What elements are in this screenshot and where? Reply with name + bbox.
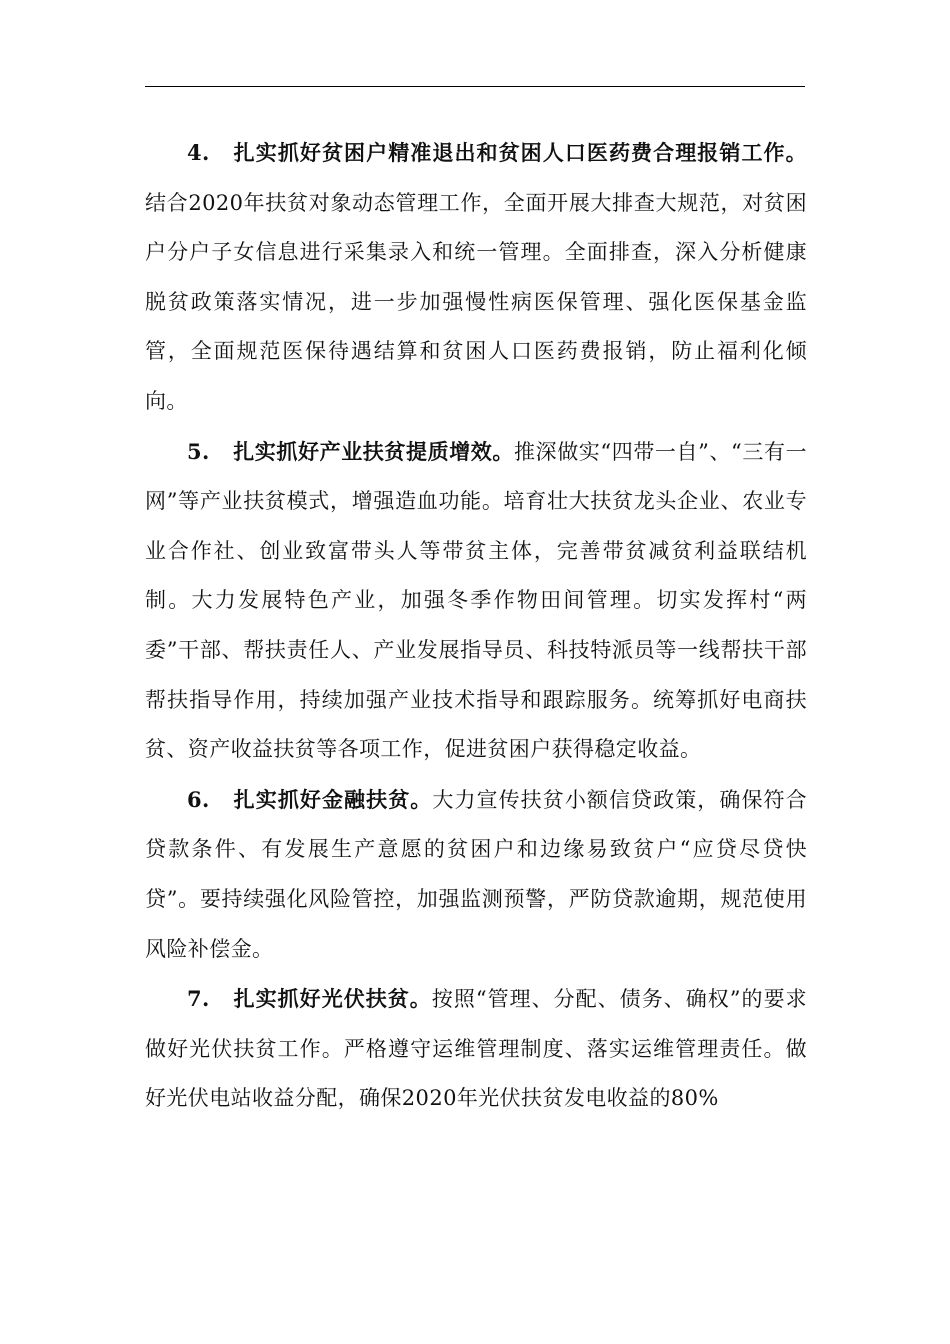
paragraph-6: [145, 775, 807, 974]
item-number: 5.: [187, 438, 210, 464]
item-number: 7.: [187, 986, 210, 1012]
item-text: 大力宣传扶贫小额信贷政策，确保符合贷款条件、有发展生产意愿的贫困户和边缘易致贫户“应贷尽贷快贷”。要持续强化风险管控，加强监测预警，严防贷款逾期，规范使用风险补偿金。: [145, 787, 807, 961]
item-heading: 扎实抓好光伏扶贫。: [233, 986, 432, 1012]
item-heading: 扎实抓好金融扶贫。: [233, 786, 433, 812]
header-rule: [145, 86, 805, 87]
item-text: 按照“管理、分配、债务、确权”的要求做好光伏扶贫工作。严格遵守运维管理制度、落实运维管理责任。做好光伏电站收益分配，确保2020年光伏扶贫发电收益的80%: [145, 987, 807, 1111]
item-text: 推深做实“四带一自”、“三有一网”等产业扶贫模式，增强造血功能。培育壮大扶贫龙头企业、农业专业合作社、创业致富带头人等带贫主体，完善带贫减贫利益联结机制。大力发展特色产业，加强冬季作物田间管理。切实发挥村“两委”干部、帮扶责任人、产业发展指导员、科技特派员等一线帮扶干部帮扶指导作用，持续加强产业技术指导和跟踪服务。统筹抓好电商扶贫、资产收益扶贫等各项工作，促进贫困户获得稳定收益。: [145, 439, 807, 762]
item-text: 结合2020年扶贫对象动态管理工作，全面开展大排查大规范，对贫困户分户子女信息进行采集录入和统一管理。全面排查，深入分析健康脱贫政策落实情况，进一步加强慢性病医保管理、强化医保基金监管，全面规范医保待遇结算和贫困人口医药费报销，防止福利化倾向。: [145, 190, 807, 413]
item-heading: 扎实抓好产业扶贫提质增效。: [233, 438, 514, 464]
document-body: [145, 128, 807, 1124]
item-number: 4.: [187, 140, 210, 165]
item-number: 6.: [187, 786, 210, 812]
paragraph-5: [145, 427, 807, 775]
paragraph-7: [145, 974, 807, 1124]
item-heading: 扎实抓好贫困户精准退出和贫困人口医药费合理报销工作。: [233, 140, 807, 165]
paragraph-4: [145, 128, 807, 427]
